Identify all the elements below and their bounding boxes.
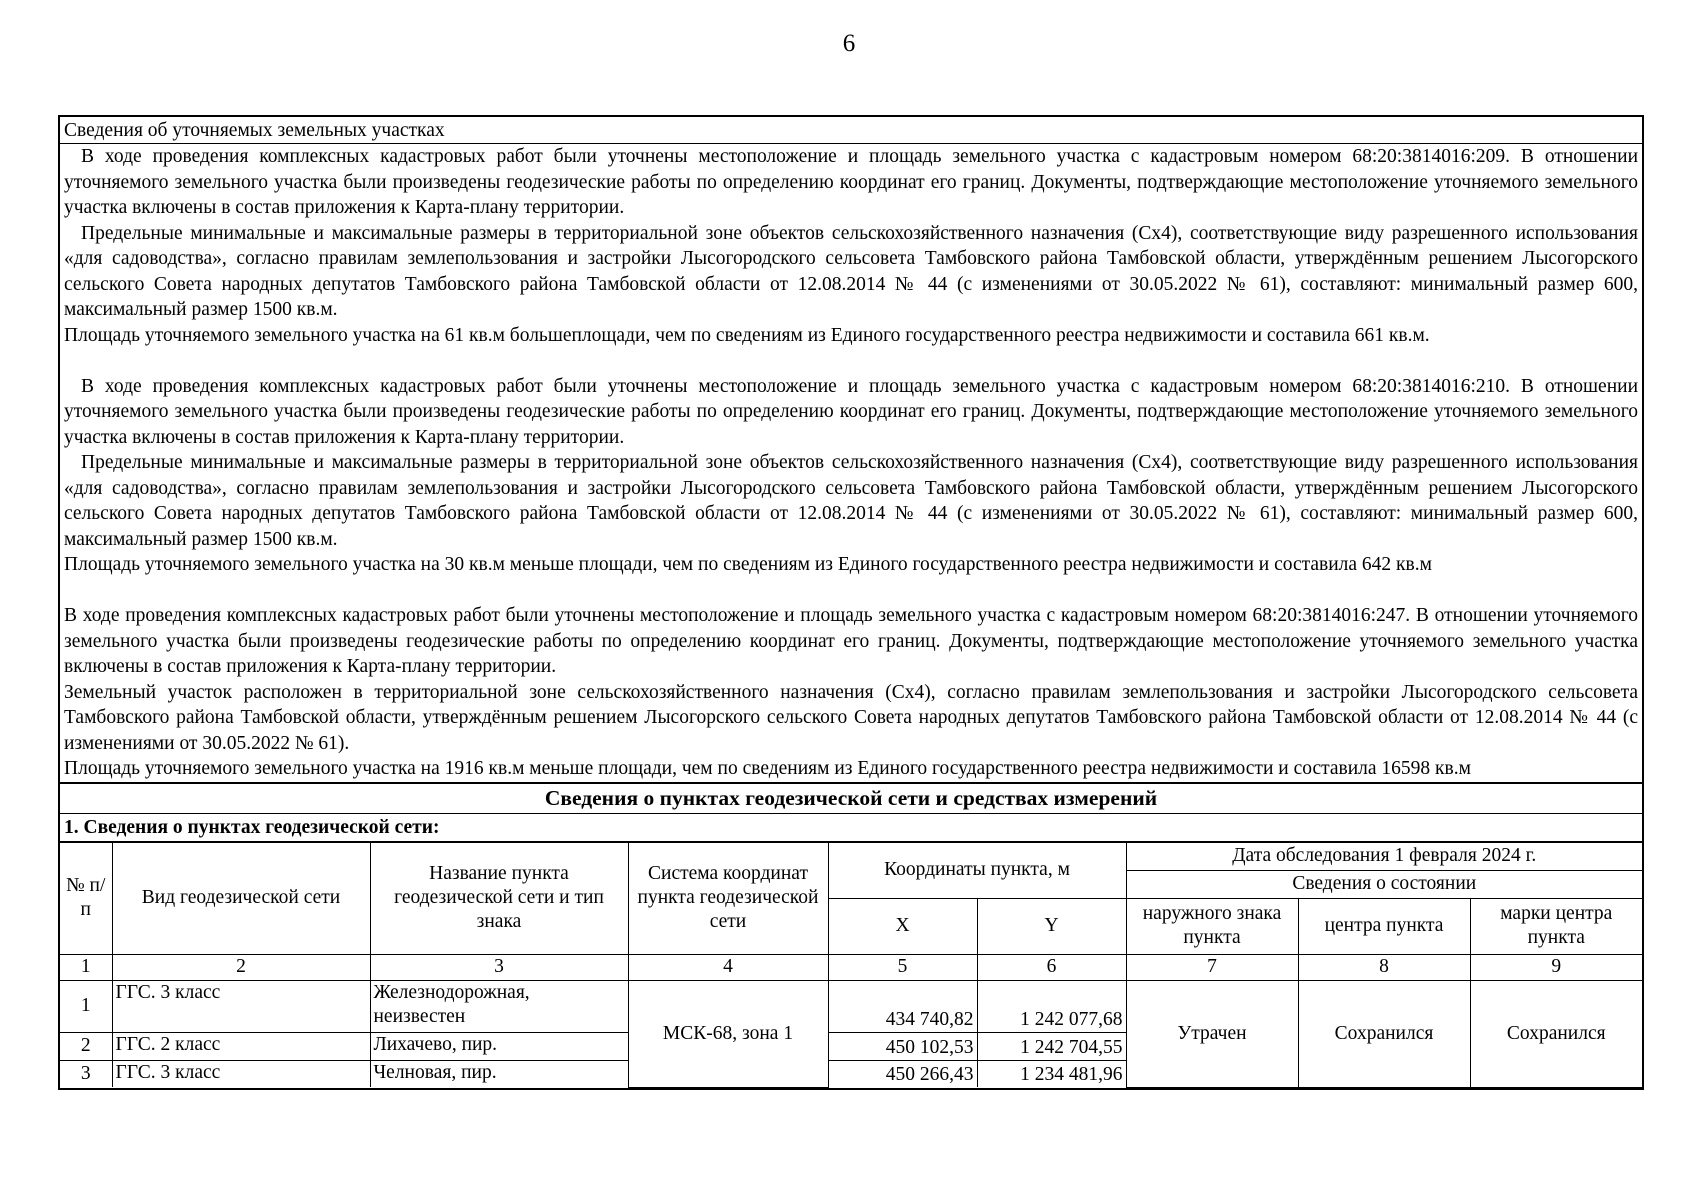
row-network-type: ГГС. 2 класс bbox=[112, 1032, 370, 1060]
column-number: 6 bbox=[977, 954, 1126, 980]
column-number: 1 bbox=[60, 954, 112, 980]
row-x: 450 266,43 bbox=[828, 1060, 977, 1087]
column-number: 8 bbox=[1298, 954, 1470, 980]
paragraph: В ходе проведения комплексных кадастровых работ были уточнены местоположение и площадь земельного участка с кадастровым номером 68:20:3814016:247. В отношении уточняемого земельного участка были произведены геодезические работы по определению координат его границ. Документы, подтверждающие местоположение уточняемого земельного участка включены в состав приложения к Карта-плану территории. bbox=[64, 605, 1638, 677]
center-state: Сохранился bbox=[1298, 980, 1470, 1087]
paragraph: Площадь уточняемого земельного участка на 61 кв.м большеплощади, чем по сведениям из Единого государственного реестра недвижимости и составила 661 кв.м. bbox=[64, 324, 1430, 346]
paragraph: В ходе проведения комплексных кадастровых работ были уточнены местоположение и площадь земельного участка с кадастровым номером 68:20:3814016:210. В отношении уточняемого земельного участка были произведены геодезические работы по определению координат его границ. Документы, подтверждающие местоположение уточняемого земельного участка включены в состав приложения к Карта-плану территории. bbox=[64, 375, 1638, 448]
header-y: Y bbox=[977, 898, 1126, 954]
row-num: 3 bbox=[60, 1060, 112, 1087]
column-number: 2 bbox=[112, 954, 370, 980]
paragraph: В ходе проведения комплексных кадастровых работ были уточнены местоположение и площадь земельного участка с кадастровым номером 68:20:3814016:209. В отношении уточняемого земельного участка были произведены геодезические работы по определению координат его границ. Документы, подтверждающие местоположение уточняемого земельного участка включены в состав приложения к Карта-плану территории. bbox=[64, 146, 1638, 218]
blank-line bbox=[64, 578, 1638, 604]
row-num: 2 bbox=[60, 1032, 112, 1060]
geo-subsection-title: 1. Сведения о пунктах геодезической сети: bbox=[60, 814, 1642, 842]
column-number: 9 bbox=[1470, 954, 1642, 980]
coordinate-system-value: МСК-68, зона 1 bbox=[628, 980, 828, 1087]
header-network-type: Вид геодезической сети bbox=[112, 842, 370, 954]
header-center: центра пункта bbox=[1298, 898, 1470, 954]
row-x: 450 102,53 bbox=[828, 1032, 977, 1060]
column-numbers-row bbox=[60, 954, 1642, 980]
row-network-type: ГГС. 3 класс bbox=[112, 1060, 370, 1087]
row-point-name: Челновая, пир. bbox=[370, 1060, 628, 1087]
row-num: 1 bbox=[60, 980, 112, 1032]
paragraph: Площадь уточняемого земельного участка на 30 кв.м меньше площади, чем по сведениям из Единого государственного реестра недвижимости и составила 642 кв.м bbox=[64, 554, 1432, 575]
row-y: 1 242 077,68 bbox=[977, 980, 1126, 1032]
table-row bbox=[60, 980, 1642, 1032]
header-survey-date: Дата обследования 1 февраля 2024 г. bbox=[1126, 842, 1642, 870]
paragraph: Предельные минимальные и максимальные размеры в территориальной зоне объектов сельскохозяйственного назначения (Сх4), соответствующие виду разрешенного использования «для садоводства», согласно правилам землепользования и застройки Лысогородского сельсовета Тамбовского района Тамбовской области, утверждённым решением Лысогорского сельского Совета народных депутатов Тамбовского района Тамбовской области от 12.08.2014 № 44 (с изменениями от 30.05.2022 № 61), составляют: минимальный размер 600, максимальный размер 1500 кв.м. bbox=[64, 452, 1638, 550]
row-x: 434 740,82 bbox=[828, 980, 977, 1032]
header-coordinate-system: Система координат пункта геодезической сети bbox=[628, 842, 828, 954]
row-y: 1 242 704,55 bbox=[977, 1032, 1126, 1060]
header-point-name: Название пункта геодезической сети и тип знака bbox=[370, 842, 628, 954]
geodetic-points-table bbox=[60, 842, 1642, 1088]
header-x: X bbox=[828, 898, 977, 954]
header-center-mark: марки центра пункта bbox=[1470, 898, 1642, 954]
document-sheet bbox=[58, 115, 1644, 1090]
header-coordinates: Координаты пункта, м bbox=[828, 842, 1126, 898]
paragraph: Предельные минимальные и максимальные размеры в территориальной зоне объектов сельскохозяйственного назначения (Сх4), соответствующие виду разрешенного использования «для садоводства», согласно правилам землепользования и застройки Лысогородского сельсовета Тамбовского района Тамбовской области, утверждённым решением Лысогорского сельского Совета народных депутатов Тамбовского района Тамбовской области от 12.08.2014 № 44 (с изменениями от 30.05.2022 № 61), составляют: минимальный размер 600, максимальный размер 1500 кв.м. bbox=[64, 222, 1638, 320]
header-num: № п/п bbox=[60, 842, 112, 954]
paragraph: Площадь уточняемого земельного участка на 1916 кв.м меньше площади, чем по сведениям из Единого государственного реестра недвижимости и составила 16598 кв.м bbox=[64, 758, 1471, 779]
column-number: 7 bbox=[1126, 954, 1298, 980]
paragraph: Земельный участок расположен в территориальной зоне сельскохозяйственного назначения (Сх4), согласно правилам землепользования и застройки Лысогородского сельсовета Тамбовского района Тамбовской области, утверждённым решением Лысогорского сельского Совета народных депутатов Тамбовского района Тамбовской области от 12.08.2014 № 44 (с изменениями от 30.05.2022 № 61). bbox=[64, 681, 1638, 754]
row-point-name: Лихачево, пир. bbox=[370, 1032, 628, 1060]
column-number: 5 bbox=[828, 954, 977, 980]
column-number: 3 bbox=[370, 954, 628, 980]
row-network-type: ГГС. 3 класс bbox=[112, 980, 370, 1032]
row-point-name: Железнодорожная, неизвестен bbox=[370, 980, 628, 1032]
page-number: 6 bbox=[842, 30, 856, 57]
section-title: Сведения об уточняемых земельных участках bbox=[60, 117, 1642, 144]
header-outer-sign: наружного знака пункта bbox=[1126, 898, 1298, 954]
header-state: Сведения о состоянии bbox=[1126, 870, 1642, 898]
geo-section-title: Сведения о пунктах геодезической сети и средствах измерений bbox=[60, 782, 1642, 814]
row-y: 1 234 481,96 bbox=[977, 1060, 1126, 1087]
center-mark-state: Сохранился bbox=[1470, 980, 1642, 1087]
blank-line bbox=[64, 348, 1638, 374]
column-number: 4 bbox=[628, 954, 828, 980]
outer-sign-state: Утрачен bbox=[1126, 980, 1298, 1087]
parcels-description bbox=[60, 144, 1642, 782]
